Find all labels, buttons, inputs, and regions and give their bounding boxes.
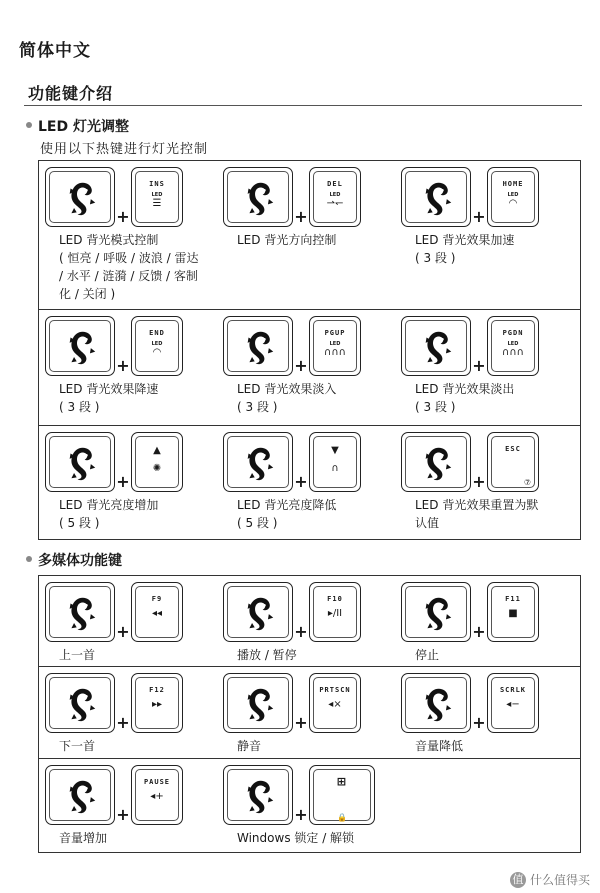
msi-dragon-icon [67,686,97,726]
fn-key [223,673,293,733]
hotkey-caption: LED 背光模式控制 ( 恒亮 / 呼吸 / 波浪 / 雷达 / 水平 / 涟漪 / 反馈 / 客制 化 / 关闭 ) [59,233,199,301]
key-sub-label: LED [507,192,519,198]
key-label: PGDN [502,329,524,337]
key-symbol-icon: ◂× [328,699,342,710]
combo-key [487,432,539,492]
msi-dragon-icon [67,778,97,818]
key-symbol-icon: ∩ [331,463,339,474]
key-sub-label: LED [507,341,519,347]
plus-icon: + [294,713,308,732]
msi-dragon-icon [245,686,275,726]
combo-key [487,673,539,733]
lock-icon: 🔒 [337,813,347,822]
hotkey-cell [217,161,395,309]
hotkey-cell [395,310,573,426]
msi-dragon-icon [67,329,97,369]
plus-icon: + [294,622,308,641]
led-subheading [26,116,129,136]
key-symbol-icon: ∩∩∩ [502,347,524,358]
combo-key [309,673,361,733]
hotkey-caption: Windows 锁定 / 解锁 [237,831,355,845]
hotkey-caption: 播放 / 暂停 [237,648,297,662]
msi-dragon-icon [423,329,453,369]
hotkey-cell [39,576,217,666]
msi-dragon-icon [245,180,275,220]
msi-dragon-icon [67,445,97,485]
hotkey-row [39,161,580,309]
combo-key [309,765,375,825]
combo-key [309,167,361,227]
key-sub-label: ▼ [331,445,339,456]
key-symbol-icon: ▸▸ [151,699,163,710]
plus-icon: + [472,622,486,641]
key-symbol-icon: ∩∩∩ [324,347,346,358]
watermark [510,871,590,889]
plus-icon: + [472,472,486,491]
key-label: PRTSCN [319,686,351,694]
plus-icon: + [472,356,486,375]
plus-icon: + [116,805,130,824]
hotkey-caption: LED 背光效果重置为默 认值 [415,498,539,530]
fn-key [401,582,471,642]
combo-key [487,167,539,227]
key-symbol-icon: ☰ [152,198,162,209]
combo-key [131,167,183,227]
plus-icon: + [294,472,308,491]
key-label: F10 [327,595,343,603]
hotkey-cell [395,667,573,759]
hotkey-cell [39,161,217,309]
hotkey-caption: 音量降低 [415,739,464,753]
hotkey-cell [395,576,573,666]
hotkey-caption: LED 背光效果加速 ( 3 段 ) [415,233,515,265]
hotkey-row [39,576,580,666]
fn-key [45,316,115,376]
hotkey-cell [395,426,573,540]
plus-icon: + [116,713,130,732]
fn-key [45,167,115,227]
section-title: 功能键介绍 [28,84,114,103]
plus-icon: + [294,805,308,824]
hotkey-cell [217,426,395,540]
combo-key [309,582,361,642]
bullet-icon [26,122,32,128]
combo-key [131,673,183,733]
hotkey-caption: 静音 [237,739,262,753]
fn-key [401,673,471,733]
key-label: F12 [149,686,165,694]
bullet-icon [26,556,32,562]
key-symbol-icon: ■ [508,608,518,619]
key-sub-label: LED [151,192,163,198]
key-symbol-icon: ✺ [152,463,162,474]
hotkey-cell [217,310,395,426]
hotkey-caption: 音量增加 [59,831,108,845]
combo-key [131,582,183,642]
hotkey-cell [39,667,217,759]
key-label: SCRLK [499,686,527,694]
plus-icon: + [116,207,130,226]
key-symbol-icon: ◂+ [150,791,164,802]
hotkey-cell [217,576,395,666]
plus-icon: + [472,207,486,226]
msi-dragon-icon [67,595,97,635]
reset-badge-icon: ⑦ [523,478,531,487]
msi-dragon-icon [245,445,275,485]
plus-icon: + [116,622,130,641]
hotkey-caption: LED 背光效果淡入 ( 3 段 ) [237,382,337,414]
hotkey-caption: 停止 [415,648,440,662]
language-heading: 简体中文 [19,41,91,61]
combo-key [487,582,539,642]
fn-key [223,582,293,642]
key-sub-label: LED [151,341,163,347]
msi-dragon-icon [245,329,275,369]
led-intro: 使用以下热键进行灯光控制 [40,142,209,157]
media-subheading-text: 多媒体功能键 [38,553,122,569]
key-symbol-icon: ◠ [152,347,162,358]
fn-key [45,765,115,825]
hotkey-cell [39,426,217,540]
watermark-text: 什么值得买 [529,872,590,887]
hotkey-cell [217,759,395,853]
hotkey-cell [39,310,217,426]
key-label: ⊞ [337,774,347,790]
hotkey-caption: LED 背光方向控制 [237,233,337,247]
fn-key [223,765,293,825]
hotkey-caption: LED 背光亮度降低 ( 5 段 ) [237,498,337,530]
key-label: F9 [151,595,163,603]
fn-key [45,673,115,733]
key-label: ESC [505,445,521,453]
plus-icon: + [294,207,308,226]
msi-dragon-icon [67,180,97,220]
key-label: HOME [502,180,524,188]
msi-dragon-icon [423,180,453,220]
hotkey-caption: LED 背光效果降速 ( 3 段 ) [59,382,159,414]
key-symbol-icon: ▸/II [327,608,343,619]
msi-dragon-icon [423,445,453,485]
key-label: INS [149,180,165,188]
media-subheading [26,550,122,570]
key-label: F11 [505,595,521,603]
fn-key [401,316,471,376]
key-symbol-icon: ◂◂ [151,608,163,619]
key-symbol-icon: ◂− [506,699,520,710]
key-label: DEL [327,180,343,188]
led-hotkey-table [38,160,581,540]
combo-key [131,316,183,376]
combo-key [309,316,361,376]
hotkey-cell [217,667,395,759]
key-label: PGUP [324,329,346,337]
media-hotkey-table [38,575,581,853]
hotkey-row [39,666,580,759]
fn-key [45,582,115,642]
led-subheading-text: LED 灯光调整 [38,119,129,135]
plus-icon: + [472,713,486,732]
hotkey-row [39,309,580,426]
hotkey-cell [39,759,217,853]
fn-key [223,167,293,227]
msi-dragon-icon [245,595,275,635]
plus-icon: + [294,356,308,375]
key-sub-label: ▲ [153,445,161,456]
key-label: END [149,329,165,337]
hotkey-caption: 上一首 [59,648,96,662]
key-symbol-icon: ⇀↽ [326,198,344,209]
combo-key [131,765,183,825]
fn-key [401,167,471,227]
fn-key [223,316,293,376]
key-label: PAUSE [143,778,171,786]
hotkey-caption: LED 背光亮度增加 ( 5 段 ) [59,498,159,530]
hotkey-row [39,425,580,540]
title-divider [24,105,582,106]
hotkey-caption: LED 背光效果淡出 ( 3 段 ) [415,382,515,414]
msi-dragon-icon [423,686,453,726]
msi-dragon-icon [423,595,453,635]
key-symbol-icon: ◠ [508,198,518,209]
plus-icon: + [116,472,130,491]
watermark-badge: 值 [510,872,526,888]
fn-key [401,432,471,492]
combo-key [131,432,183,492]
key-sub-label: LED [329,192,341,198]
combo-key [309,432,361,492]
key-sub-label: LED [329,341,341,347]
msi-dragon-icon [245,778,275,818]
combo-key [487,316,539,376]
plus-icon: + [116,356,130,375]
hotkey-caption: 下一首 [59,739,96,753]
hotkey-cell [395,161,573,309]
hotkey-row [39,758,580,853]
fn-key [45,432,115,492]
fn-key [223,432,293,492]
